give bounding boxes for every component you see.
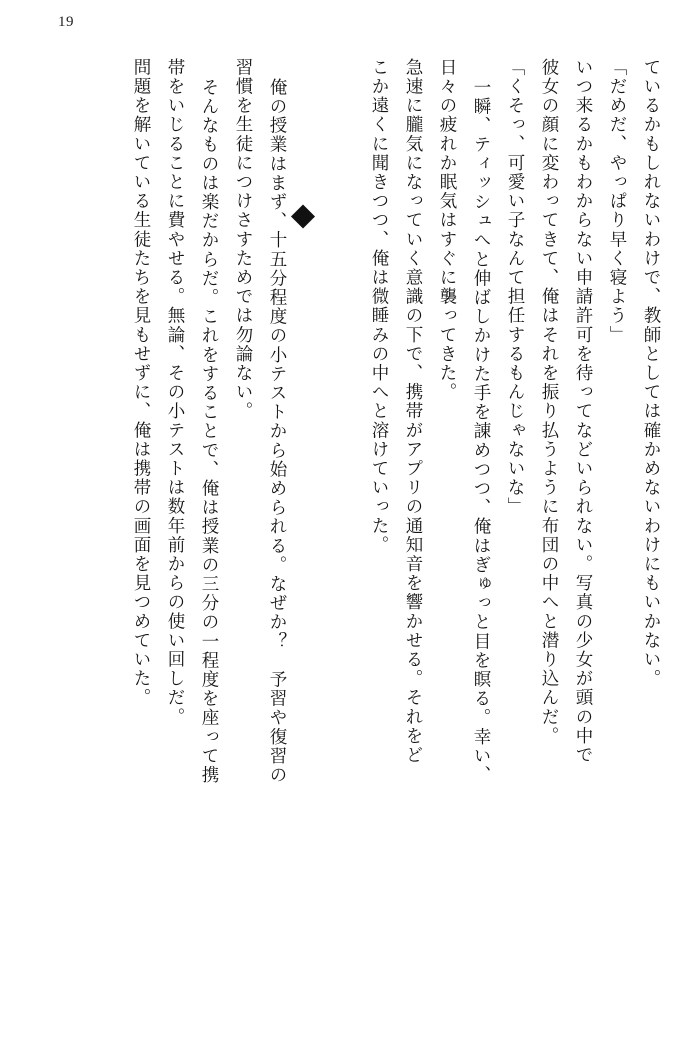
text-column: そんなものは楽だからだ。これをすることで、俺は授業の三分の一程度を座って携 [200, 78, 220, 785]
diamond-icon [291, 204, 315, 228]
text-column: 問題を解いている生徒たちを見もせずに、俺は携帯の画面を見つめていた。 [132, 58, 152, 708]
text-column: いつ来るかもわからない申請許可を待ってなどいられない。写真の少女が頭の中で [574, 58, 594, 765]
text-column: 「だめだ、やっぱり早く寝よう」 [608, 58, 628, 345]
text-column: 帯をいじることに費やせる。無論、その小テストは数年前からの使い回しだ。 [166, 58, 186, 727]
text-column: こか遠くに聞きつつ、俺は微睡みの中へと溶けていった。 [370, 58, 390, 555]
scene-divider [286, 58, 320, 998]
vertical-text-body [30, 58, 660, 1010]
page-number: 19 [58, 14, 74, 30]
text-column: 急速に朧気になっていく意識の下で、携帯がアプリの通知音を響かせる。それをど [404, 58, 424, 765]
text-column: ているかもしれないわけで、教師としては確かめないわけにもいかない。 [642, 58, 662, 689]
text-column: 俺の授業はまず、十五分程度の小テストから始められる。なぜか？ 予習や復習の [268, 78, 288, 785]
text-column-blank [320, 58, 354, 998]
text-column: 一瞬、ティッシュへと伸ばしかけた手を諌めつつ、俺はぎゅっと目を瞑る。幸い、 [472, 78, 492, 785]
text-column: 習慣を生徒につけさすためでは勿論ない。 [234, 58, 254, 421]
text-column: 彼女の顔に変わってきて、俺はそれを振り払うように布団の中へと潜り込んだ。 [540, 58, 560, 746]
text-column: 日々の疲れか眠気はすぐに襲ってきた。 [438, 58, 458, 402]
text-column: 「くそっ、可愛い子なんて担任するもんじゃないな」 [506, 58, 526, 517]
